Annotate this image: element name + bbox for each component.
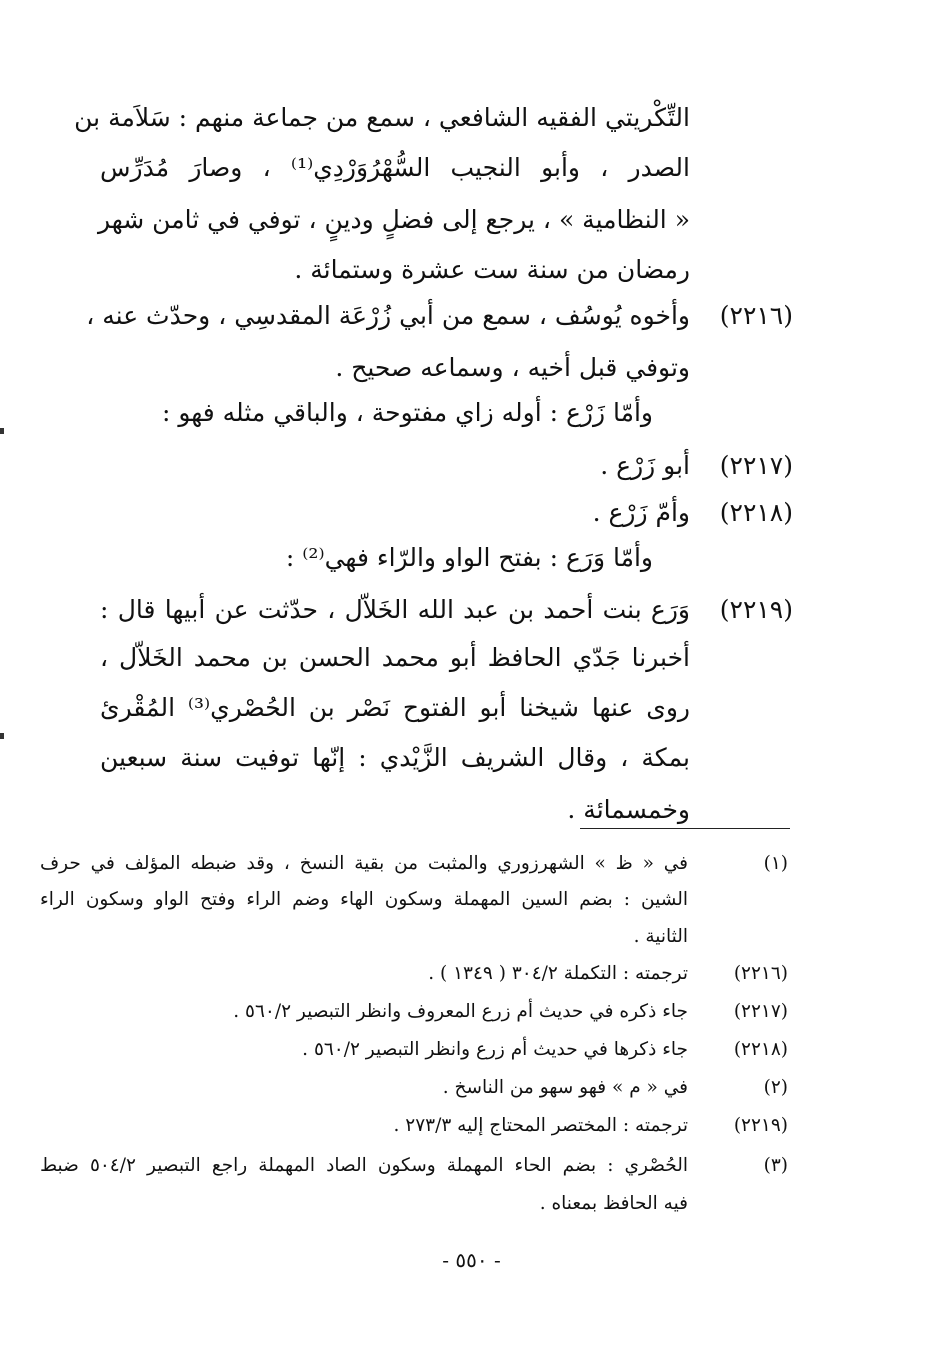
footnote-separator <box>580 828 790 829</box>
entry-line: أبو زَرْع . <box>600 451 690 480</box>
footnote-line: الشين : بضم السين المهملة وسكون الهاء وضم الراء وفتح الواو وسكون الراء <box>40 889 688 910</box>
scan-margin-mark <box>0 428 4 434</box>
entry-line: بمكة ، وقال الشريف الزَّيْدي : إنّها توفيت سنة سبعين <box>100 743 690 772</box>
body-line: رمضان من سنة ست عشرة وستمائة . <box>294 255 690 284</box>
section-heading: وأمّا زَرْع : أوله زاي مفتوحة ، والباقي مثله فهو : <box>161 398 653 427</box>
footnote-number: (٣) <box>763 1155 788 1176</box>
entry-line: أخبرنا جَدّي الحافظ أبو محمد الحسن بن محمد الخَلاّل ، <box>100 643 690 672</box>
footnote-line: في « ظ » الشهرزوري والمثبت من بقية النسخ ، وقد ضبطه المؤلف في حرف <box>40 853 688 874</box>
body-line: الصدر ، وأبو النجيب السُّهْرُوَرْدِي⁽¹⁾ ، وصارَ مُدَرِّس <box>100 153 690 182</box>
entry-line: روى عنها شيخنا أبو الفتوح نَصْر بن الحُصْري⁽³⁾ المُقْرئ <box>100 693 690 722</box>
entry-line: وتوفي قبل أخيه ، وسماعه صحيح . <box>335 353 690 382</box>
entry-number: (٢٢١٨) <box>719 498 793 527</box>
body-line: التِّكْريتي الفقيه الشافعي ، سمع من جماعة منهم : سَلاَمة بن <box>74 103 690 132</box>
footnote-number: (٢) <box>763 1077 788 1098</box>
footnote-line: ترجمته : التكملة ٣٠٤/٢ ( ١٣٤٩ ) . <box>428 963 688 984</box>
body-line: « النظامية » ، يرجع إلى فضلٍ ودينٍ ، توفي في ثامن شهر <box>97 205 690 234</box>
entry-line: وأمّ زَرْع . <box>592 498 690 527</box>
footnote-number: (٢٢١٦) <box>733 963 788 984</box>
footnote-line: في « م » فهو سهو من الناسخ . <box>442 1077 688 1098</box>
footnote-line: الثانية . <box>633 926 688 947</box>
footnote-number: (٢٢١٧) <box>733 1001 788 1022</box>
entry-number: (٢٢١٧) <box>719 451 793 480</box>
footnote-line: جاء ذكره في حديث أم زرع المعروف وانظر التبصير ٥٦٠/٢ . <box>233 1001 688 1022</box>
entry-line: وَرَع بنت أحمد بن عبد الله الخَلاّل ، حدّثت عن أبيها قال : <box>100 595 690 624</box>
footnote-number: (٢٢١٨) <box>733 1039 788 1060</box>
entry-number: (٢٢١٩) <box>719 595 793 624</box>
footnote-line: ترجمته : المختصر المحتاج إليه ٢٧٣/٣ . <box>393 1115 688 1136</box>
footnote-number: (١) <box>763 853 788 874</box>
entry-line: وأخوه يُوسُف ، سمع من أبي زُرْعَة المقدسِي ، وحدّث عنه ، <box>86 301 690 330</box>
footnote-line: فيه الحافظ بمعناه . <box>539 1193 688 1214</box>
footnote-line: الحُصْري : بضم الحاء المهملة وسكون الصاد المهملة راجع التبصير ٥٠٤/٢ ضبط <box>40 1155 688 1176</box>
section-heading: وأمّا وَرَع : بفتح الواو والرّاء فهي⁽²⁾ : <box>285 543 653 572</box>
page-number: - ٥٥٠ - <box>442 1248 501 1272</box>
footnote-number: (٢٢١٩) <box>733 1115 788 1136</box>
footnote-line: جاء ذكرها في حديث أم زرع وانظر التبصير ٥٦٠/٢ . <box>302 1039 688 1060</box>
scan-margin-mark <box>0 733 4 739</box>
entry-line: وخمسمائة . <box>567 795 690 824</box>
entry-number: (٢٢١٦) <box>719 301 793 330</box>
